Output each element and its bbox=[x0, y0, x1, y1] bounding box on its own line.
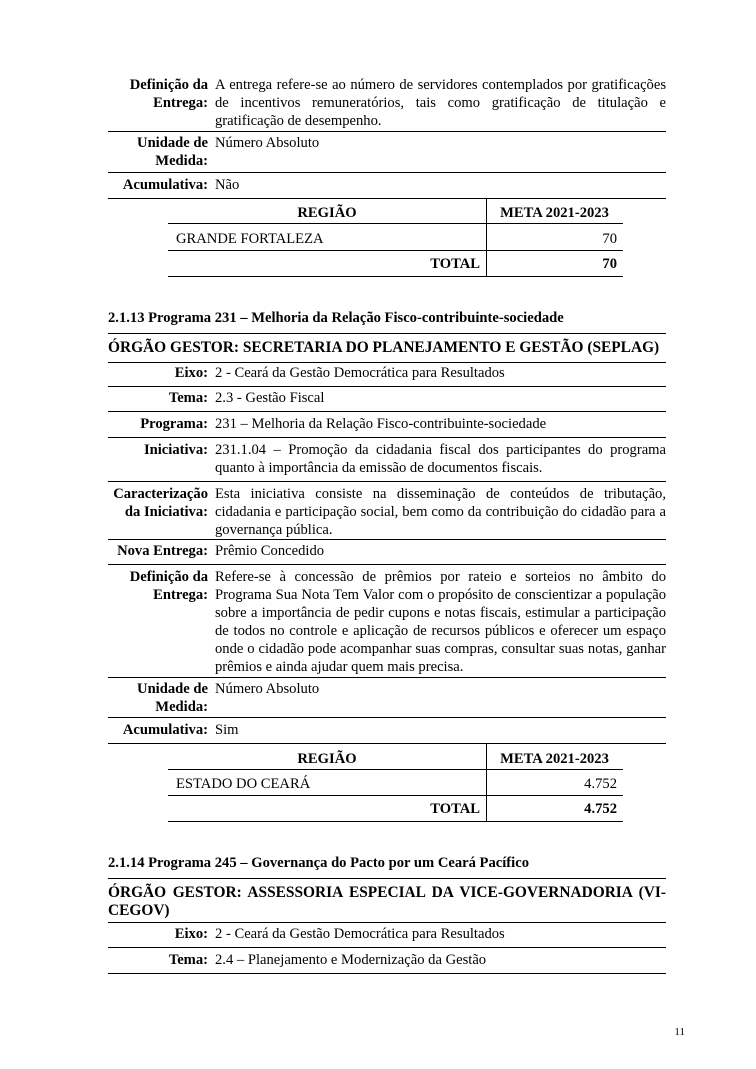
acumulativa-value: Não bbox=[215, 177, 240, 193]
section-heading-231: 2.1.13 Programa 231 – Melhoria da Relação Fisco-contribuinte-sociedade bbox=[108, 310, 564, 326]
table-row-meta: 70 bbox=[602, 231, 617, 247]
eixo-label: Eixo: bbox=[174, 365, 208, 381]
caracterizacao-label: Caracterização da Iniciativa: bbox=[113, 486, 208, 520]
definicao-value: A entrega refere-se ao número de servidores contemplados por gratificações de incentivos remuneratórios, tais como gratificação de titulação e gratificação de desempenho. bbox=[215, 77, 666, 129]
eixo-value: 2 - Ceará da Gestão Democrática para Resultados bbox=[215, 365, 505, 381]
total-value: 70 bbox=[602, 256, 617, 272]
divider bbox=[108, 333, 666, 334]
divider bbox=[108, 172, 666, 173]
row-definicao-entrega-2 bbox=[108, 568, 666, 678]
col-header-regiao: REGIÃO bbox=[297, 205, 357, 221]
table-row-meta: 4.752 bbox=[584, 776, 617, 792]
divider bbox=[108, 717, 666, 718]
acumulativa-value: Sim bbox=[215, 722, 239, 738]
programa-label: Programa: bbox=[140, 416, 208, 432]
divider bbox=[108, 481, 666, 482]
column-divider bbox=[486, 743, 487, 821]
nova-entrega-value: Prêmio Concedido bbox=[215, 543, 325, 559]
divider bbox=[108, 386, 666, 387]
programa-value: 231 – Melhoria da Relação Fisco-contribuinte-sociedade bbox=[215, 416, 547, 432]
unidade-value: Número Absoluto bbox=[215, 135, 320, 151]
tema-label: Tema: bbox=[168, 952, 208, 968]
row-acumulativa-2 bbox=[108, 721, 666, 741]
section-heading-245: 2.1.14 Programa 245 – Governança do Pacto por um Ceará Pacífico bbox=[108, 855, 529, 871]
divider bbox=[108, 564, 666, 565]
table-row-regiao: ESTADO DO CEARÁ bbox=[176, 776, 311, 792]
divider bbox=[168, 276, 623, 277]
divider bbox=[108, 973, 666, 974]
definicao-label: Definição da Entrega: bbox=[129, 569, 208, 603]
definicao-label: Definição da Entrega: bbox=[129, 77, 208, 111]
row-definicao-entrega-1 bbox=[108, 76, 666, 132]
row-eixo bbox=[108, 364, 666, 386]
divider bbox=[168, 769, 623, 770]
orgao-gestor-231: ÓRGÃO GESTOR: SECRETARIA DO PLANEJAMENTO E GESTÃO (SEPLAG) bbox=[108, 339, 660, 356]
divider bbox=[108, 878, 666, 879]
row-iniciativa bbox=[108, 441, 666, 481]
col-header-meta: META 2021-2023 bbox=[500, 751, 609, 767]
row-unidade-medida-2 bbox=[108, 680, 666, 718]
definicao-value: Refere-se à concessão de prêmios por rateio e sorteios no âmbito do Programa Sua Nota Tem Valor com o propósito de conscientizar a população sobre a importância de pedir cupons e notas fiscais, estimular a participação de todos no controle e aplicação de recursos públicos e oferecer um espaço onde o cidadão pode acompanhar suas compras, consultar suas notas, ganhar prêmios e ainda ajudar quem mais precisa. bbox=[215, 569, 666, 675]
total-label: TOTAL bbox=[430, 256, 480, 272]
row-programa bbox=[108, 415, 666, 437]
divider bbox=[168, 795, 623, 796]
nova-entrega-label: Nova Entrega: bbox=[117, 543, 208, 559]
unidade-label: Unidade de Medida: bbox=[137, 135, 208, 169]
row-tema bbox=[108, 951, 666, 973]
row-nova-entrega bbox=[108, 542, 666, 564]
col-header-meta: META 2021-2023 bbox=[500, 205, 609, 221]
row-tema bbox=[108, 389, 666, 411]
table-row-regiao: GRANDE FORTALEZA bbox=[176, 231, 324, 247]
total-label: TOTAL bbox=[430, 801, 480, 817]
acumulativa-label: Acumulativa: bbox=[122, 722, 208, 738]
acumulativa-label: Acumulativa: bbox=[122, 177, 208, 193]
region-table-1 bbox=[168, 198, 623, 276]
unidade-label: Unidade de Medida: bbox=[137, 681, 208, 715]
row-eixo bbox=[108, 925, 666, 947]
iniciativa-label: Iniciativa: bbox=[143, 442, 208, 458]
divider bbox=[108, 437, 666, 438]
row-acumulativa-1 bbox=[108, 176, 666, 196]
divider bbox=[108, 947, 666, 948]
eixo-value: 2 - Ceará da Gestão Democrática para Resultados bbox=[215, 926, 505, 942]
divider bbox=[108, 131, 666, 132]
divider bbox=[108, 922, 666, 923]
tema-value: 2.4 – Planejamento e Modernização da Gestão bbox=[215, 952, 487, 968]
unidade-value: Número Absoluto bbox=[215, 681, 320, 697]
row-caracterizacao bbox=[108, 485, 666, 541]
divider bbox=[168, 223, 623, 224]
divider bbox=[108, 539, 666, 540]
divider bbox=[108, 411, 666, 412]
divider bbox=[108, 677, 666, 678]
tema-value: 2.3 - Gestão Fiscal bbox=[215, 390, 325, 406]
column-divider bbox=[486, 198, 487, 276]
page-number: 11 bbox=[674, 1026, 685, 1038]
total-value: 4.752 bbox=[584, 801, 617, 817]
divider bbox=[168, 250, 623, 251]
tema-label: Tema: bbox=[168, 390, 208, 406]
divider bbox=[168, 821, 623, 822]
col-header-regiao: REGIÃO bbox=[297, 751, 357, 767]
region-table-2 bbox=[168, 743, 623, 822]
divider bbox=[108, 362, 666, 363]
eixo-label: Eixo: bbox=[174, 926, 208, 942]
orgao-gestor-245: ÓRGÃO GESTOR: ASSESSORIA ESPECIAL DA VICE-GOVERNADORIA (VI-CEGOV) bbox=[108, 884, 666, 919]
caracterizacao-value: Esta iniciativa consiste na disseminação de conteúdos de tributação, cidadania e participação social, bem como da contribuição do cidadão para a governança pública. bbox=[215, 486, 666, 538]
row-unidade-medida-1 bbox=[108, 134, 666, 172]
iniciativa-value: 231.1.04 – Promoção da cidadania fiscal dos participantes do programa quanto à importância da emissão de documentos fiscais. bbox=[215, 442, 666, 476]
